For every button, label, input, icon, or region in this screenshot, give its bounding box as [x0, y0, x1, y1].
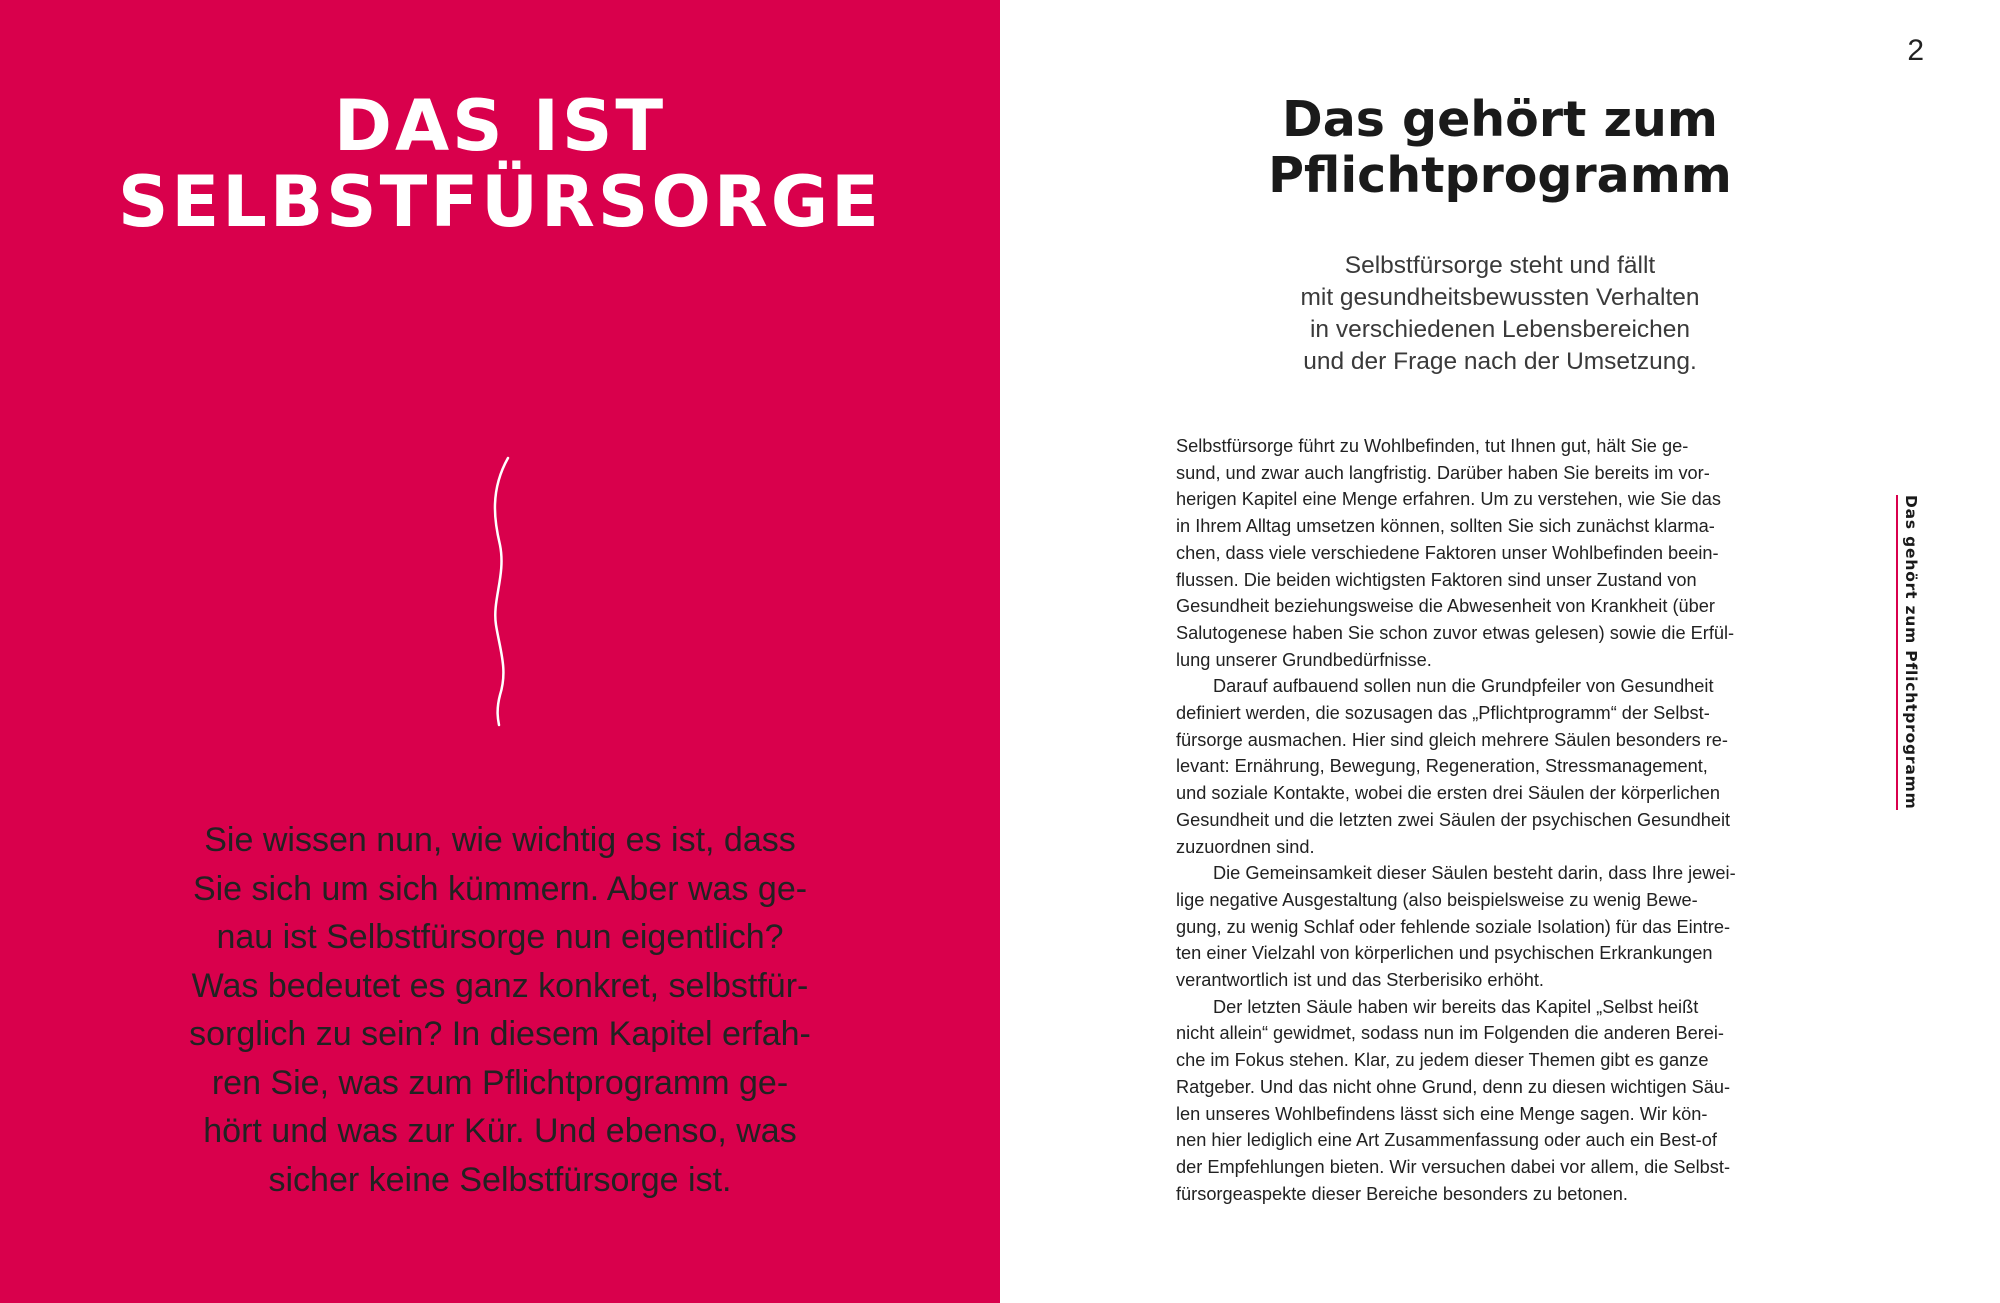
- section-lead-line: mit gesundheitsbewussten Verhalten: [1300, 284, 1700, 311]
- body-line: fürsorge ausmachen. Hier sind gleich mehrere Säulen besonders re-: [1176, 729, 1728, 750]
- section-title: [1000, 92, 2000, 204]
- chapter-title: [0, 85, 1000, 243]
- body-line: Die Gemeinsamkeit dieser Säulen besteht darin, dass Ihre jewei-: [1213, 863, 1736, 884]
- body-line: Ratgeber. Und das nicht ohne Grund, denn zu diesen wichtigen Säu-: [1176, 1076, 1731, 1097]
- body-line: Darauf aufbauend sollen nun die Grundpfeiler von Gesundheit: [1213, 676, 1714, 697]
- chapter-intro-line: Sie sich um sich kümmern. Aber was ge-: [192, 869, 808, 908]
- body-line: verantwortlich ist und das Sterberisiko erhöht.: [1176, 970, 1544, 991]
- body-text: [1176, 433, 1826, 1207]
- chapter-intro: [160, 816, 840, 1204]
- chapter-intro-line: Sie wissen nun, wie wichtig es ist, dass: [204, 821, 796, 859]
- squiggle-line-decoration: [470, 450, 530, 730]
- body-line: che im Fokus stehen. Klar, zu jedem dieser Themen gibt es ganze: [1176, 1050, 1709, 1071]
- body-line: lung unserer Grundbedürfnisse.: [1176, 649, 1432, 670]
- section-lead-line: in verschiedenen Lebensbereichen: [1309, 316, 1691, 343]
- body-line: Gesundheit beziehungsweise die Abwesenheit von Krankheit (über: [1176, 596, 1715, 617]
- body-line: Der letzten Säule haben wir bereits das Kapitel „Selbst heißt: [1213, 996, 1699, 1017]
- page-number: 2: [1907, 34, 1924, 67]
- body-line: definiert werden, die sozusagen das „Pflichtprogramm“ der Selbst-: [1176, 703, 1710, 724]
- body-line: chen, dass viele verschiedene Faktoren unser Wohlbefinden beein-: [1176, 542, 1719, 563]
- chapter-title-line-1: DAS IST: [333, 85, 667, 167]
- body-line: Gesundheit und die letzten zwei Säulen der psychischen Gesundheit: [1176, 809, 1731, 830]
- body-line: und soziale Kontakte, wobei die ersten drei Säulen der körperlichen: [1176, 783, 1720, 804]
- chapter-intro-line: Was bedeutet es ganz konkret, selbstfür-: [191, 966, 809, 1005]
- chapter-intro-line: hört und was zur Kür. Und ebenso, was: [203, 1112, 797, 1150]
- body-line: ten einer Vielzahl von körperlichen und psychischen Erkrankungen: [1176, 943, 1713, 964]
- section-lead: [1000, 250, 2000, 378]
- section-lead-line: Selbstfürsorge steht und fällt: [1344, 252, 1656, 279]
- body-line: sund, und zwar auch langfristig. Darüber haben Sie bereits im vor-: [1176, 462, 1710, 483]
- chapter-title-line-2: SELBSTFÜRSORGE: [117, 161, 882, 243]
- chapter-intro-line: nau ist Selbstfürsorge nun eigentlich?: [216, 918, 784, 956]
- section-title-line-2: Pflichtprogramm: [1268, 147, 1732, 204]
- body-line: Salutogenese haben Sie schon zuvor etwas gelesen) sowie die Erfül-: [1176, 622, 1735, 643]
- body-line: nicht allein“ gewidmet, sodass nun im Folgenden die anderen Berei-: [1176, 1023, 1724, 1044]
- chapter-intro-line: sicher keine Selbstfürsorge ist.: [268, 1160, 732, 1199]
- body-line: der Empfehlungen bieten. Wir versuchen dabei vor allem, die Selbst-: [1176, 1156, 1730, 1177]
- body-line: nen hier lediglich eine Art Zusammenfassung oder auch ein Best-of: [1176, 1130, 1717, 1151]
- body-line: lige negative Ausgestaltung (also beispielsweise zu wenig Bewe-: [1176, 889, 1698, 910]
- chapter-intro-line: ren Sie, was zum Pflichtprogramm ge-: [211, 1063, 789, 1102]
- body-line: levant: Ernährung, Bewegung, Regeneration, Stressmanagement,: [1176, 756, 1708, 777]
- body-line: flussen. Die beiden wichtigsten Faktoren sind unser Zustand von: [1176, 569, 1697, 590]
- running-section-tab: Das gehört zum Pflichtprogramm: [1896, 495, 1920, 810]
- chapter-intro-line: sorglich zu sein? In diesem Kapitel erfah-: [189, 1015, 811, 1053]
- body-line: gung, zu wenig Schlaf oder fehlende soziale Isolation) für das Eintre-: [1176, 916, 1731, 937]
- section-title-line-1: Das gehört zum: [1282, 91, 1718, 148]
- section-lead-line: und der Frage nach der Umsetzung.: [1303, 348, 1697, 375]
- body-line: in Ihrem Alltag umsetzen können, sollten Sie sich zunächst klarma-: [1176, 516, 1715, 537]
- body-line: fürsorgeaspekte dieser Bereiche besonders zu betonen.: [1176, 1183, 1628, 1204]
- body-line: Selbstfürsorge führt zu Wohlbefinden, tut Ihnen gut, hält Sie ge-: [1176, 436, 1689, 456]
- right-page: [1000, 0, 2000, 1303]
- body-line: len unseres Wohlbefindens lässt sich eine Menge sagen. Wir kön-: [1176, 1103, 1708, 1124]
- body-line: zuzuordnen sind.: [1176, 836, 1315, 857]
- body-line: herigen Kapitel eine Menge erfahren. Um zu verstehen, wie Sie das: [1176, 489, 1721, 510]
